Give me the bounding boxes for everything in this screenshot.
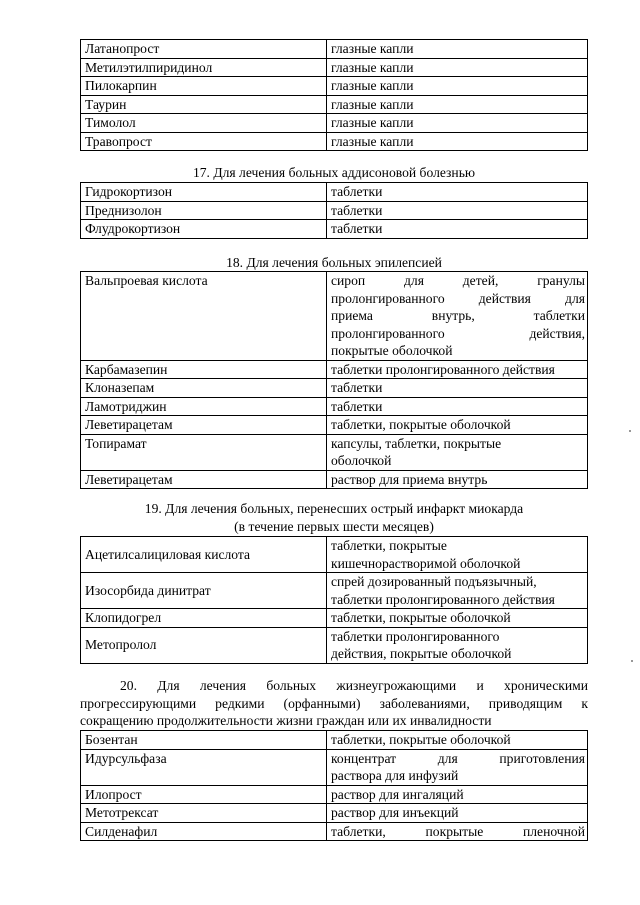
table-row bbox=[81, 627, 588, 663]
drug-form bbox=[327, 434, 588, 470]
drug-form bbox=[327, 627, 588, 663]
table-row bbox=[81, 609, 588, 628]
table-row bbox=[81, 95, 588, 114]
table-row bbox=[81, 360, 588, 379]
drug-name: Ацетилсалициловая кислота bbox=[81, 537, 327, 573]
drug-name: Вальпроевая кислота bbox=[81, 272, 327, 361]
table-row bbox=[81, 785, 588, 804]
form-line: пролонгированного действия, bbox=[331, 325, 585, 341]
drug-form: глазные капли bbox=[327, 77, 588, 96]
table-row bbox=[81, 804, 588, 823]
section-heading-line2: (в течение первых шести месяцев) bbox=[234, 518, 434, 534]
drug-form: глазные капли bbox=[327, 132, 588, 151]
table-row bbox=[81, 573, 588, 609]
drug-form: глазные капли bbox=[327, 114, 588, 133]
form-line: концентрат для приготовления bbox=[331, 750, 585, 766]
drug-form: раствор для инъекций bbox=[327, 804, 588, 823]
drug-form: таблетки, покрытые оболочкой bbox=[327, 731, 588, 750]
form-line: сироп для детей, гранулы bbox=[331, 273, 585, 288]
drug-name: Метотрексат bbox=[81, 804, 327, 823]
table-row bbox=[81, 183, 588, 202]
table-row bbox=[81, 77, 588, 96]
drug-name: Гидрокортизон bbox=[81, 183, 327, 202]
table-row bbox=[81, 272, 588, 361]
section-heading-line1: 20. Для лечения больных жизнеугрожающими и хроническими bbox=[120, 678, 588, 693]
drug-form: таблетки bbox=[327, 183, 588, 202]
drug-form: таблетки bbox=[327, 397, 588, 416]
table-row bbox=[81, 731, 588, 750]
drug-form: таблетки, покрытые оболочкой bbox=[327, 609, 588, 628]
drug-name: Пилокарпин bbox=[81, 77, 327, 96]
drug-table bbox=[80, 730, 588, 841]
drug-form: таблетки пролонгированного действия bbox=[327, 360, 588, 379]
drug-name: Клопидогрел bbox=[81, 609, 327, 628]
form-line: оболочкой bbox=[331, 453, 392, 468]
form-line: таблетки пролонгированного действия bbox=[331, 591, 555, 607]
section-17 bbox=[80, 164, 588, 182]
form-line: приема внутрь, таблетки bbox=[331, 308, 585, 323]
drug-name: Клоназепам bbox=[81, 379, 327, 398]
table-row bbox=[81, 379, 588, 398]
drug-name: Топирамат bbox=[81, 434, 327, 470]
table-18 bbox=[80, 271, 588, 489]
drug-name: Таурин bbox=[81, 95, 327, 114]
drug-name: Метопролол bbox=[81, 627, 327, 663]
form-line: таблетки, покрытые bbox=[331, 538, 447, 553]
drug-name: Илопрост bbox=[81, 785, 327, 804]
drug-form: глазные капли bbox=[327, 40, 588, 59]
drug-name: Латанопрост bbox=[81, 40, 327, 59]
drug-name: Преднизолон bbox=[81, 201, 327, 220]
drug-form: таблетки bbox=[327, 201, 588, 220]
table-19 bbox=[80, 536, 588, 664]
table-top bbox=[80, 39, 588, 151]
form-line: покрытые оболочкой bbox=[331, 343, 453, 358]
form-line: таблетки пролонгированного bbox=[331, 628, 500, 644]
form-line: кишечнорастворимой оболочкой bbox=[331, 555, 521, 571]
table-row bbox=[81, 434, 588, 470]
section-19 bbox=[80, 500, 588, 535]
table-row bbox=[81, 416, 588, 435]
drug-name: Бозентан bbox=[81, 731, 327, 750]
table-row bbox=[81, 201, 588, 220]
table-17 bbox=[80, 182, 588, 239]
table-row bbox=[81, 537, 588, 573]
form-line: действия, покрытые оболочкой bbox=[331, 646, 512, 661]
drug-form bbox=[327, 272, 588, 361]
drug-table bbox=[80, 536, 588, 664]
section-18 bbox=[80, 254, 588, 272]
section-heading-line1: 19. Для лечения больных, перенесших острый инфаркт миокарда bbox=[144, 501, 524, 516]
drug-name: Изосорбида динитрат bbox=[81, 573, 327, 609]
drug-form: глазные капли bbox=[327, 95, 588, 114]
drug-name: Тимолол bbox=[81, 114, 327, 133]
drug-table bbox=[80, 182, 588, 239]
drug-name: Леветирацетам bbox=[81, 470, 327, 489]
section-heading bbox=[80, 677, 588, 730]
drug-name: Флудрокортизон bbox=[81, 220, 327, 239]
drug-form: раствор для приема внутрь bbox=[327, 470, 588, 489]
form-line: раствора для инфузий bbox=[331, 768, 459, 783]
drug-name: Ламотриджин bbox=[81, 397, 327, 416]
drug-table bbox=[80, 39, 588, 151]
table-row bbox=[81, 132, 588, 151]
drug-name: Идурсульфаза bbox=[81, 749, 327, 785]
table-row bbox=[81, 114, 588, 133]
section-heading: 17. Для лечения больных аддисоновой болезнью bbox=[192, 165, 476, 180]
table-row bbox=[81, 470, 588, 489]
drug-form: таблетки bbox=[327, 220, 588, 239]
form-line: спрей дозированный подъязычный, bbox=[331, 574, 537, 589]
drug-name: Травопрост bbox=[81, 132, 327, 151]
drug-form: таблетки bbox=[327, 379, 588, 398]
form-line: пролонгированного действия для bbox=[331, 290, 585, 306]
section-heading-line3: сокращению продолжительности жизни граждан или их инвалидности bbox=[80, 713, 492, 728]
table-row bbox=[81, 822, 588, 841]
drug-form: таблетки, покрытые пленочной bbox=[327, 822, 588, 841]
drug-form bbox=[327, 537, 588, 573]
drug-table bbox=[80, 271, 588, 489]
table-20 bbox=[80, 730, 588, 841]
scan-speck bbox=[629, 430, 631, 432]
table-row bbox=[81, 397, 588, 416]
table-row bbox=[81, 40, 588, 59]
drug-name: Силденафил bbox=[81, 822, 327, 841]
drug-form bbox=[327, 573, 588, 609]
drug-name: Карбамазепин bbox=[81, 360, 327, 379]
drug-name: Метилэтилпиридинол bbox=[81, 58, 327, 77]
drug-form: глазные капли bbox=[327, 58, 588, 77]
drug-form: таблетки, покрытые оболочкой bbox=[327, 416, 588, 435]
table-row bbox=[81, 749, 588, 785]
section-heading: 18. Для лечения больных эпилепсией bbox=[226, 255, 442, 270]
section-20 bbox=[80, 677, 588, 730]
scan-speck bbox=[631, 660, 633, 662]
form-line: капсулы, таблетки, покрытые bbox=[331, 435, 502, 451]
drug-form bbox=[327, 749, 588, 785]
table-row bbox=[81, 220, 588, 239]
drug-form: раствор для ингаляций bbox=[327, 785, 588, 804]
drug-name: Леветирацетам bbox=[81, 416, 327, 435]
section-heading-line2: прогрессирующими редкими (орфанными) заболеваниями, приводящим к bbox=[80, 695, 588, 711]
table-row bbox=[81, 58, 588, 77]
